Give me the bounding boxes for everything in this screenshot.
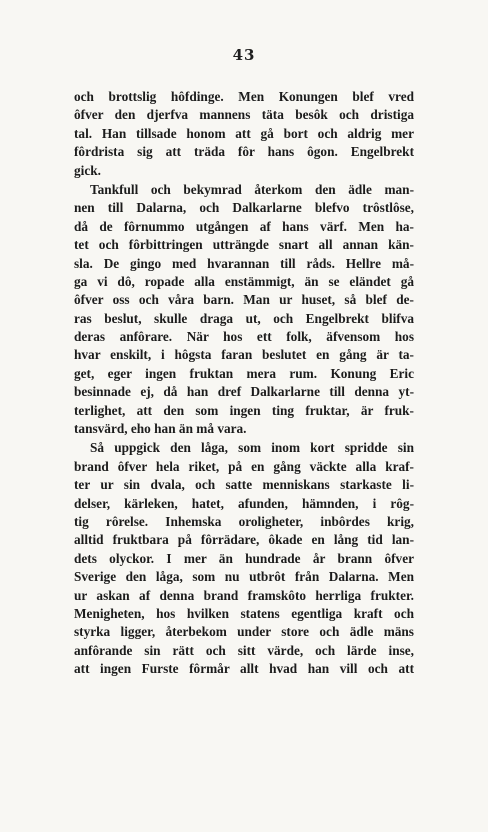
- text-line: ras beslut, skulle draga ut, och Engelbrekt blifva: [74, 310, 414, 326]
- paragraph-1: [74, 88, 414, 180]
- text-line: brand ôfver hela riket, på en gång väckte alla kraf-: [74, 458, 414, 474]
- text-line: styrka ligger, återbekom under store och ädle mäns: [74, 624, 414, 640]
- text-line: gick.: [74, 162, 101, 178]
- text-line: Tankfull och bekymrad återkom den ädle man-: [90, 181, 414, 197]
- text-line: fôrdrista sig att träda fôr hans ôgon. Engelbrekt: [74, 144, 414, 160]
- text-line: ga vi dô, ropade alla enstämmigt, än se eländet gå: [74, 273, 414, 289]
- text-line: ôfver oss och våra barn. Man ur huset, så blef de-: [74, 292, 414, 308]
- text-line: delser, kärleken, hatet, afunden, hämnden, i rôg-: [74, 495, 414, 511]
- text-line: besinnade ej, då han dref Dalkarlarne till denna yt-: [74, 384, 414, 400]
- text-line: tig rôrelse. Inhemska oroligheter, inbôrdes krig,: [74, 513, 414, 529]
- text-line: tal. Han tillsade honom att gå bort och aldrig mer: [74, 125, 414, 141]
- text-line: ôfver den djerfva mannens täta besôk och dristiga: [74, 107, 414, 123]
- text-line: hvar enskilt, i hôgsta faran beslutet en gång är ta-: [74, 347, 414, 363]
- text-line: sla. De gingo med hvarannan till råds. Hellre må-: [74, 255, 414, 271]
- text-line: terlighet, att den som ingen ting fruktar, är fruk-: [74, 402, 414, 418]
- text-line: dets olyckor. I mer än hundrade år brann ôfver: [74, 550, 414, 566]
- text-line: ur askan af denna brand framskôto herrliga frukter.: [74, 587, 414, 603]
- text-line: Så uppgick den låga, som inom kort spridde sin: [90, 440, 414, 456]
- text-line: Menigheten, hos hvilken statens egentliga kraft och: [74, 605, 414, 621]
- text-line: att ingen Furste fôrmår allt hvad han vill och att: [74, 661, 414, 677]
- text-line: ter ur sin dvala, och satte menniskans starkaste li-: [74, 477, 414, 493]
- body-text: [74, 88, 414, 679]
- text-line: då de fôrnummo utgången af hans värf. Men ha-: [74, 218, 414, 234]
- text-line: nen till Dalarna, och Dalkarlarne blefvo trôstlôse,: [74, 200, 414, 216]
- text-line: deras anfôrare. När hos ett folk, äfvensom hos: [74, 329, 414, 345]
- paragraph-3: [74, 439, 414, 678]
- text-line: alltid fruktbara på fôrrädare, ôkade en lång tid lan-: [74, 532, 414, 548]
- text-line: tet och fôrbittringen utträngde snart all annan kän-: [74, 237, 414, 253]
- text-line: och brottslig hôfdinge. Men Konungen blef vred: [74, 89, 414, 104]
- paragraph-2: [74, 181, 414, 438]
- text-line: anfôrande sin rätt och sitt värde, och lärde inse,: [74, 642, 414, 658]
- text-line: tansvärd, eho han än må vara.: [74, 421, 247, 437]
- text-line: get, eger ingen fruktan mera rum. Konung Eric: [74, 365, 414, 381]
- text-line: Sverige den låga, som nu utbrôt från Dalarna. Men: [74, 569, 414, 585]
- page-number: 43: [232, 46, 256, 64]
